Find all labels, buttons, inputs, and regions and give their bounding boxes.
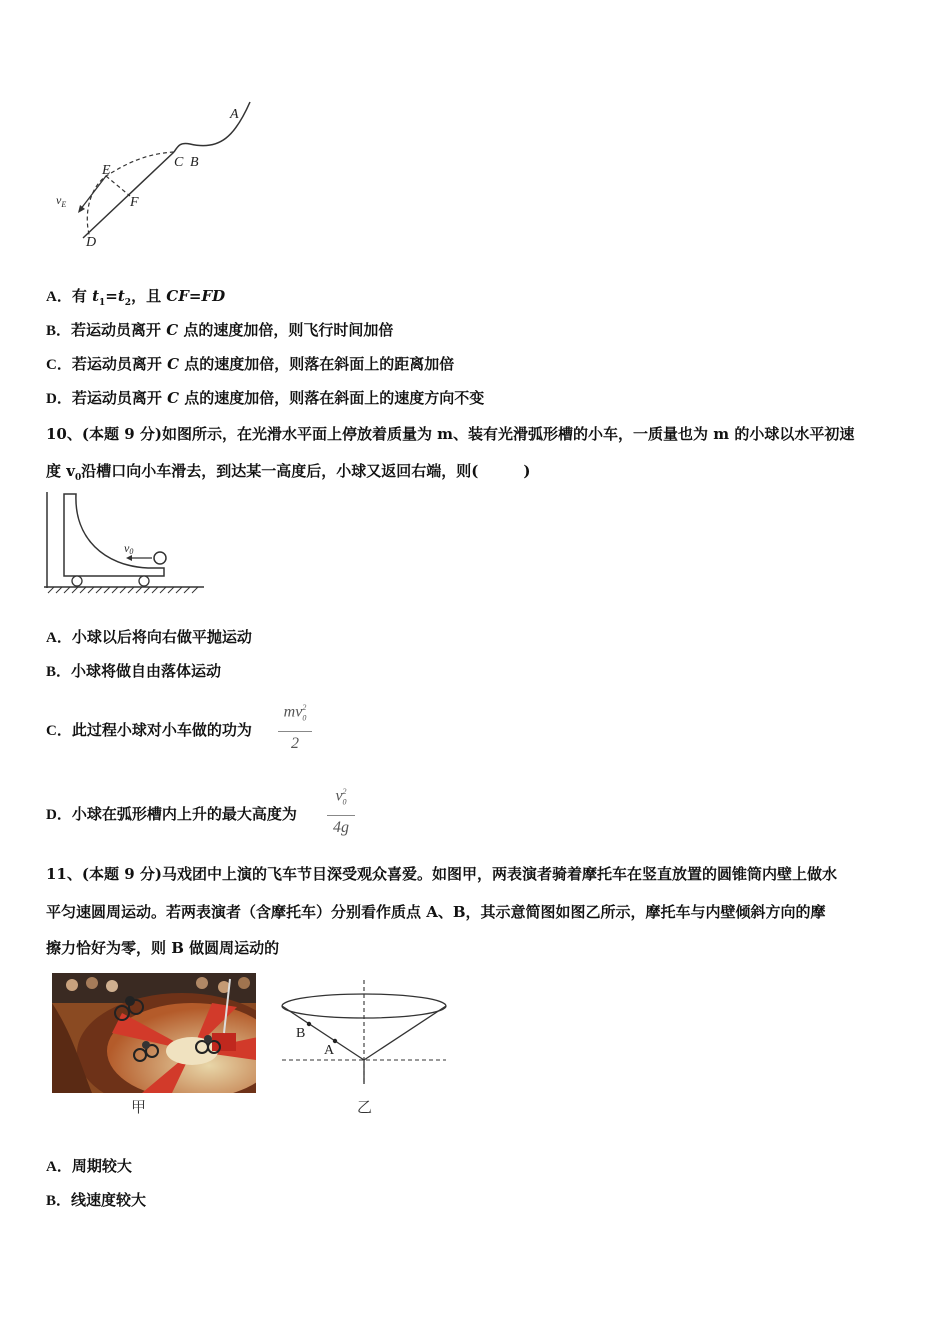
ball <box>154 552 166 564</box>
point-B <box>307 1022 311 1026</box>
q9-option-c: C．若运动员离开 C 点的速度加倍，则落在斜面上的距离加倍 <box>46 355 455 373</box>
q9-option-d: D．若运动员离开 C 点的速度加倍，则落在斜面上的速度方向不变 <box>46 389 485 407</box>
cart-groove-figure <box>44 488 209 600</box>
q10-option-a: A．小球以后将向右做平抛运动 <box>46 628 252 646</box>
label-B: B <box>190 155 199 170</box>
q11-stem-line3: 擦力恰好为零，则 B 做圆周运动的 <box>46 939 280 957</box>
cone-diagram <box>278 976 450 1088</box>
q10-stem-line2: 度 $v_0$沿槽口向小车滑去，到达某一高度后，小球又返回右端，则( ) <box>46 462 531 483</box>
label-F: F <box>130 195 139 210</box>
circus-motorcycle-photo <box>52 973 256 1093</box>
q11-stem-line2: 平匀速圆周运动。若两表演者（含摩托车）分别看作质点 A、B，其示意简图如图乙所示，摩托车与内壁倾斜方向的摩 <box>46 903 826 921</box>
wheel-right <box>139 576 149 586</box>
q10-option-b: B．小球将做自由落体运动 <box>46 662 222 680</box>
caption-yi: 乙 <box>357 1098 373 1116</box>
svg-text:v0: v0 <box>124 541 134 556</box>
q10-stem-line1: 10、(本题 9 分)如图所示，在光滑水平面上停放着质量为 m、装有光滑弧形槽的小车，一质量也为 m 的小球以水平初速 <box>46 425 855 443</box>
label-C: C <box>174 155 184 170</box>
q9-option-b: B．若运动员离开 C 点的速度加倍，则飞行时间加倍 <box>46 321 394 339</box>
q11-stem-line1: 11、(本题 9 分)马戏团中上演的飞车节目深受观众喜爱。如图甲，两表演者骑着摩托车在竖直放置的圆锥筒内壁上做水 <box>46 865 837 883</box>
q11-option-a: A．周期较大 <box>46 1157 132 1175</box>
q11-option-b: B．线速度较大 <box>46 1191 147 1209</box>
label-E: E <box>102 163 111 178</box>
label-vE-sub: E <box>61 200 67 209</box>
q10-option-c: C．此过程小球对小车做的功为 <box>46 721 252 739</box>
wheel-left <box>72 576 82 586</box>
label-cone-A: A <box>324 1043 335 1058</box>
label-v0: v <box>124 541 130 555</box>
q10-option-d: D．小球在弧形槽内上升的最大高度为 <box>46 805 297 823</box>
caption-jia: 甲 <box>131 1098 147 1116</box>
label-D: D <box>86 235 97 250</box>
svg-text:vE <box>56 193 66 209</box>
ski-jump-figure <box>50 96 270 256</box>
label-vE: v <box>56 193 62 207</box>
fraction-c: $mv_0^2$ 2 <box>278 697 312 755</box>
label-A: A <box>230 107 239 122</box>
fraction-d: $v_0^2$ 4g <box>327 781 355 839</box>
label-cone-B: B <box>296 1026 306 1041</box>
q9-option-a: A．有 $t_1=t_2$，且 CF=FD <box>46 287 226 308</box>
